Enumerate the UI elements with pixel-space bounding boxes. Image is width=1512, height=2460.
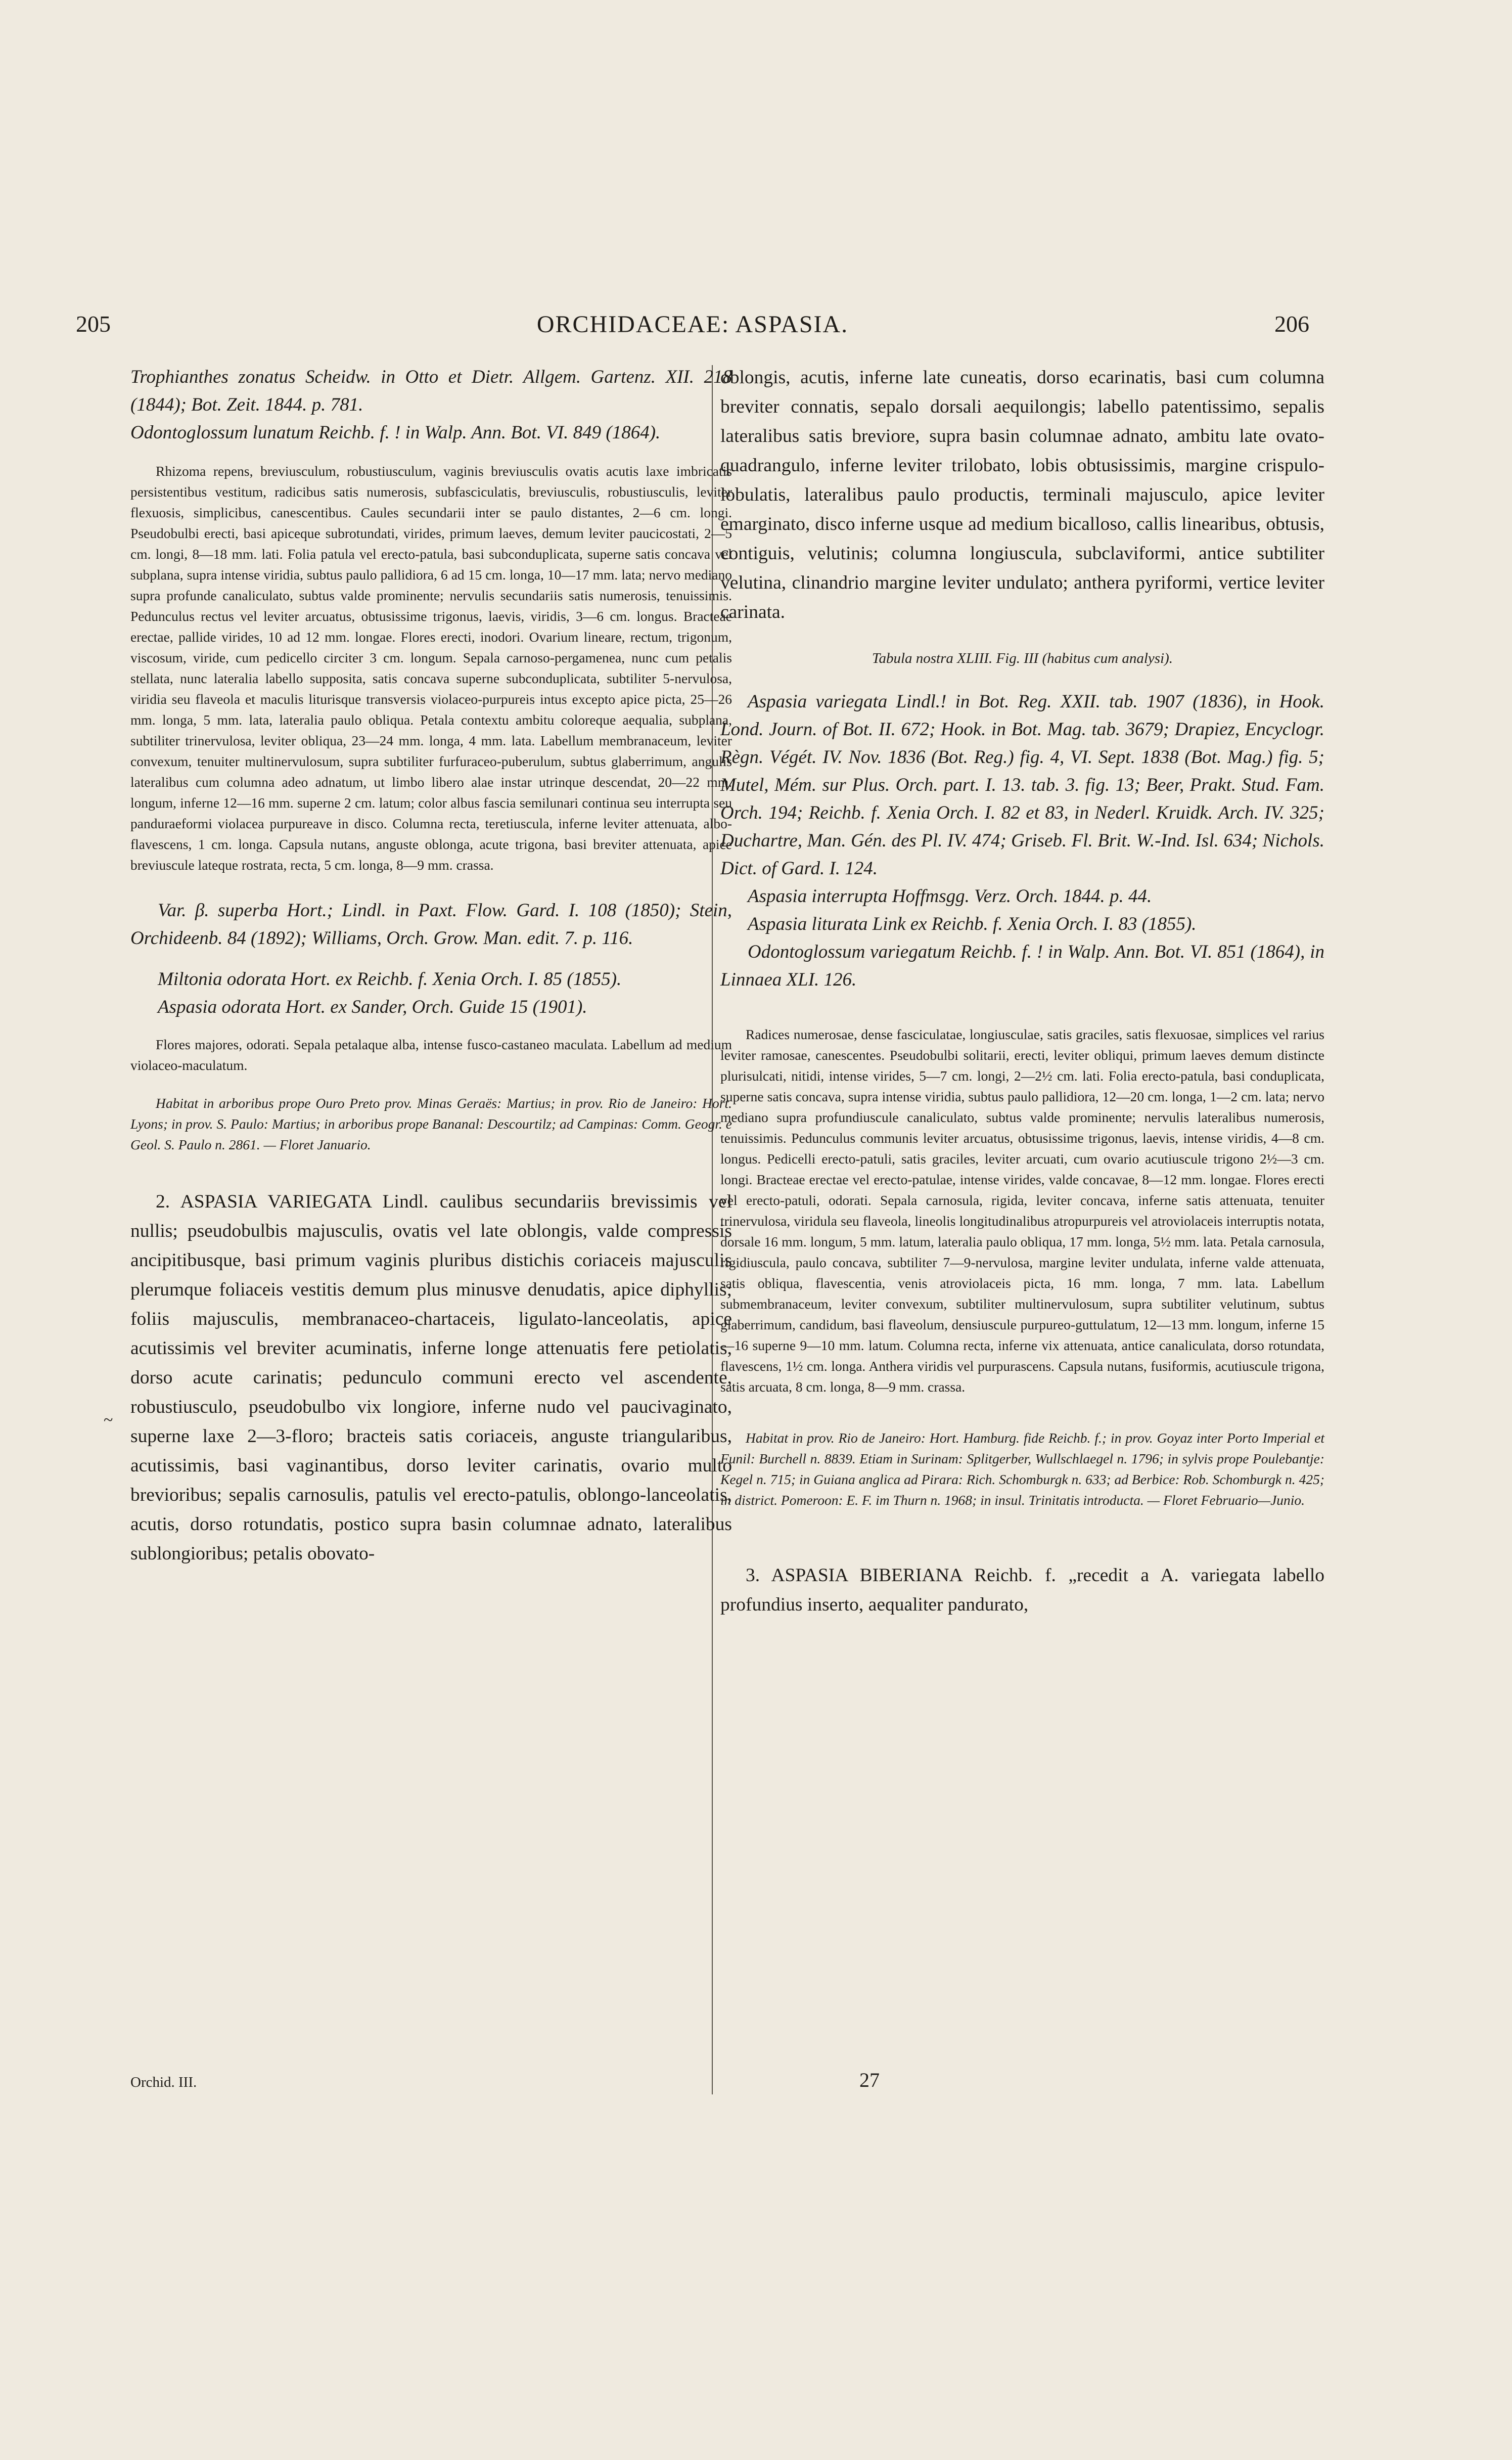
species-description: Rhizoma repens, breviusculum, robustiusculum, vaginis breviusculis ovatis acutis laxe imbricatis persistentibus vestitum, radicibus satis numerosis, subfasciculatis, breviusculis, robustiusculis, leviter flexuosis, simplicibus, canescentibus. Caules secundarii inter se paulo distantes, 2—6 cm. longi. Pseudobulbi erecti, basi apiceque subrotundati, virides, primum laeves, demum leviter paucicostati, 2—5 cm. longi, 8—18 mm. lati. Folia patula vel erecto-patula, basi subconduplicata, superne satis concava vel subplana, supra intense viridia, subtus paulo pallidiora, 6 ad 15 cm. longa, 10—17 mm. lata; nervo mediano supra profunde canaliculato, subtus valde prominente; nervulis secundariis satis numerosis, tenuissimis. Pedunculus rectus vel leviter arcuatus, obtusissime trigonus, laevis, viridis, 3—6 cm. longus. Bracteae erectae, pallide virides, 10 ad 12 mm. longae. Flores erecti, inodori. Ovarium lineare, rectum, trigonum, viscosum, viride, cum pedicello circiter 3 cm. longum. Sepala carnoso-pergamenea, nunc cum petalis stellata, nunc lateralia labello supposita, satis concava superne subconduplicata, subtiliter 5-nervulosa, viridia seu flaveola et maculis liturisque transversis violaceo-purpureis intus excepto apice picta, 25—26 mm. longa, 5 mm. lata, lateralia paulo obliqua. Petala contextu ambitu coloreque aequalia, subplana, subtiliter trinervulosa, leviter obliqua, 23—24 mm. longa, 4 mm. lata. Labellum membranaceum, leviter convexum, tenuiter multinervulosum, supra subtiliter furfuraceo-puberulum, subtus glaberrimum, angulis lateralibus cum columna adeo adnatum, ut limbo libero alae instar utrinque descendat, 20—22 mm. longum, inferne 12—16 mm. superne 2 cm. latum; color albus fascia semilunari continua seu interrupta seu panduraeformi violacea purpureave in disco. Columna recta, teretiuscula, inferne leviter attenuata, albo-flavescens, 1 cm. longa. Capsula nutans, anguste oblonga, acute trigona, basi breviter attenuata, apice breviuscule lateque rostrata, recta, 5 cm. longa, 8—9 mm. crassa. [130,463,732,873]
variety-synonym: Aspasia odorata Hort. ex Sander, Orch. Guide 15 (1901). [158,997,587,1017]
synonym-citation: Odontoglossum lunatum Reichb. f. ! in Walp. Ann. Bot. VI. 849 (1864). [130,422,661,443]
signature-number: 27 [859,2069,880,2091]
margin-mark: ~ [104,1411,113,1429]
plate-reference: Tabula nostra XLIII. Fig. III (habitus cum analysi). [872,650,1173,666]
page-header [76,310,1309,341]
right-column [720,363,1324,1620]
synonym-citation: Aspasia interrupta Hoffmsgg. Verz. Orch. 1844. p. 44. [748,886,1152,907]
diagnosis-continuation: oblongis, acutis, inferne late cuneatis, dorso ecarinatis, basi cum columna breviter connatis, sepalo dorsali aequilongis; labello patentissimo, sepalis lateralibus satis breviore, supra basin columnae adnato, ambitu late ovato-quadrangulo, inferne leviter trilobato, lobis obtusissimis, margine crispulo-lobulatis, lateralibus paulo productis, terminali majusculo, apice leviter emarginato, disco inferne usque ad medium bicalloso, callis linearibus, obtusis, contiguis, velutinis; columna longiuscula, subclaviformi, antice subtiliter velutina, clinandrio margine leviter undulato; anthera pyriformi, vertice leviter carinata. [720,367,1324,622]
species-description: Radices numerosae, dense fasciculatae, longiusculae, satis graciles, satis flexuosae, simplices vel rarius leviter ramosae, canescentes. Pseudobulbi solitarii, erecti, leviter obliqui, primum laeves demum distincte plurisulcati, nitidi, intense virides, 5—7 cm. longi, 2—2½ cm. lati. Folia erecto-patula, basi conduplicata, superne satis concava, supra intense viridia, subtus paulo pallidiora, 12—20 cm. longa, 1—2 cm. lata; nervo mediano supra profundiuscule canaliculato, subtus valde prominente; nervulis lateralibus numerosis, tenuissimis. Pedunculus communis leviter arcuatus, obtusissime trigonus, laevis, intense viridis, 4—8 cm. longus. Pedicelli erecto-patuli, satis graciles, leviter arcuati, cum ovario acutiuscule trigono 2½—3 cm. longi. Bracteae erectae vel erecto-patulae, intense virides, valde concavae, 8—12 mm. longae. Flores erecti vel erecto-patuli, odorati. Sepala carnosula, rigida, leviter concava, inferne satis attenuata, tenuiter trinervulosa, viridula seu flaveola, lineolis longitudinalibus atropurpureis vel atroviolaceis interruptis notata, dorsale 16 mm. longum, 5 mm. latum, lateralia paulo obliqua, 17 mm. longa, 5½ mm. lata. Petala carnosula, rigidiuscula, paulo concava, subtiliter 7—9-nervulosa, margine leviter undulata, inferne valde attenuata, satis obliqua, flavescentia, venis atroviolaceis picta, 16 mm. longa, 7 mm. lata. Labellum submembranaceum, leviter convexum, subtiliter multinervulosum, supra subtiliter velutinum, subtus glaberrimum, candidum, basi flaveolum, densiuscule purpureo-guttulatum, 12—13 mm. longum, inferne 15—16 superne 9—10 mm. latum. Columna recta, inferne vix attenuata, antice canaliculata, dorso rotundata, flavescens, 1½ cm. longa. Anthera viridis vel purpurascens. Capsula nutans, fusiformis, acutiuscule trigona, satis arcuata, 8 cm. longa, 8—9 mm. crassa. [720,1026,1324,1395]
variety-description: Flores majores, odorati. Sepala petalaque alba, intense fusco-castaneo maculata. Labellum ad medium violaceo-maculatum. [130,1037,732,1073]
habitat-note: Habitat in arboribus prope Ouro Preto prov. Minas Geraës: Martius; in prov. Rio de Janeiro: Hort. Lyons; in prov. S. Paulo: Martius; in arboribus prope Bananal: Descourtilz; ad Campinas: Comm. Geogr. e Geol. S. Paulo n. 2861. — Floret Januario. [130,1095,732,1152]
left-column [130,363,732,1569]
left-page-number: 205 [76,311,111,337]
right-page-number: 206 [1274,311,1309,337]
variety-synonym: Miltonia odorata Hort. ex Reichb. f. Xenia Orch. I. 85 (1855). [158,969,622,990]
synonym-citation: Aspasia variegata Lindl.! in Bot. Reg. XXII. tab. 1907 (1836), in Hook. Lond. Journ. of Bot. II. 672; Hook. in Bot. Mag. tab. 3679; Drapiez, Encyclogr. Règn. Végét. IV. Nov. 1836 (Bot. Reg.) fig. 4, VI. Sept. 1838 (Bot. Mag.) fig. 5; Mutel, Mém. sur Plus. Orch. part. I. 13. tab. 3. fig. 13; Beer, Prakt. Stud. Fam. Orch. 194; Reichb. f. Xenia Orch. I. 82 et 83, in Nederl. Kruidk. Arch. IV. 325; Duchartre, Man. Gén. des Pl. IV. 474; Griseb. Fl. Brit. W.-Ind. Isl. 634; Nichols. Dict. of Gard. I. 124. [720,691,1324,879]
variety-synonym: Var. β. superba Hort.; Lindl. in Paxt. Flow. Gard. I. 108 (1850); Stein, Orchideenb. 84 (1892); Williams, Orch. Grow. Man. edit. 7. p. 116. [130,900,732,949]
species-diagnosis: 2. ASPASIA VARIEGATA Lindl. caulibus secundariis brevissimis vel nullis; pseudobulbis majusculis, ovatis vel late oblongis, valde compressis ancipitibusque, basi primum vaginis pluribus distichis coriaceis majusculis plerumque foliaceis vestitis demum plus minusve denudatis, apice diphyllis; foliis majusculis, membranaceo-chartaceis, ligulato-lanceolatis, apice acutissimis vel breviter acuminatis, inferne longe attenuatis fere petiolatis, dorso acute carinatis; pedunculo communi erecto vel ascendente, robustiusculo, pseudobulbo vix longiore, inferne nudo vel paucivaginato, superne laxe 2—3-floro; bracteis satis coriaceis, anguste triangularibus, acutissimis, basi vaginantibus, dorso leviter carinatis, ovario multo brevioribus; sepalis carnosulis, patulis vel erecto-patulis, oblongo-lanceolatis, acutis, dorso rotundatis, postico supra basin columnae adnato, lateralibus sublongioribus; petalis obovato- [130,1191,732,1564]
running-title: ORCHIDACEAE: ASPASIA. [536,311,849,338]
synonym-citation: Trophianthes zonatus Scheidw. in Otto et Dietr. Allgem. Gartenz. XII. 218 (1844); Bot. Zeit. 1844. p. 781. [130,367,732,415]
synonym-citation: Aspasia liturata Link ex Reichb. f. Xenia Orch. I. 83 (1855). [748,914,1197,934]
signature-mark: Orchid. III. [130,2074,197,2090]
synonym-citation: Odontoglossum variegatum Reichb. f. ! in Walp. Ann. Bot. VI. 851 (1864), in Linnaea XLI. 126. [720,942,1324,990]
species-diagnosis: 3. ASPASIA BIBERIANA Reichb. f. „recedit a A. variegata labello profundius inserto, aequaliter pandurato, [720,1565,1324,1615]
habitat-note: Habitat in prov. Rio de Janeiro: Hort. Hamburg. fide Reichb. f.; in prov. Goyaz inter Porto Imperial et Funil: Burchell n. 8839. Etiam in Surinam: Splitgerber, Wullschlaegel n. 1796; in sylvis prope Poulebantje: Kegel n. 715; in Guiana anglica ad Pirara: Rich. Schomburgk n. 633; ad Berbice: Rob. Schomburgk n. 425; in district. Pomeroon: E. F. im Thurn n. 1968; in insul. Trinitatis introducta. — Floret Februario—Junio. [720,1430,1324,1508]
